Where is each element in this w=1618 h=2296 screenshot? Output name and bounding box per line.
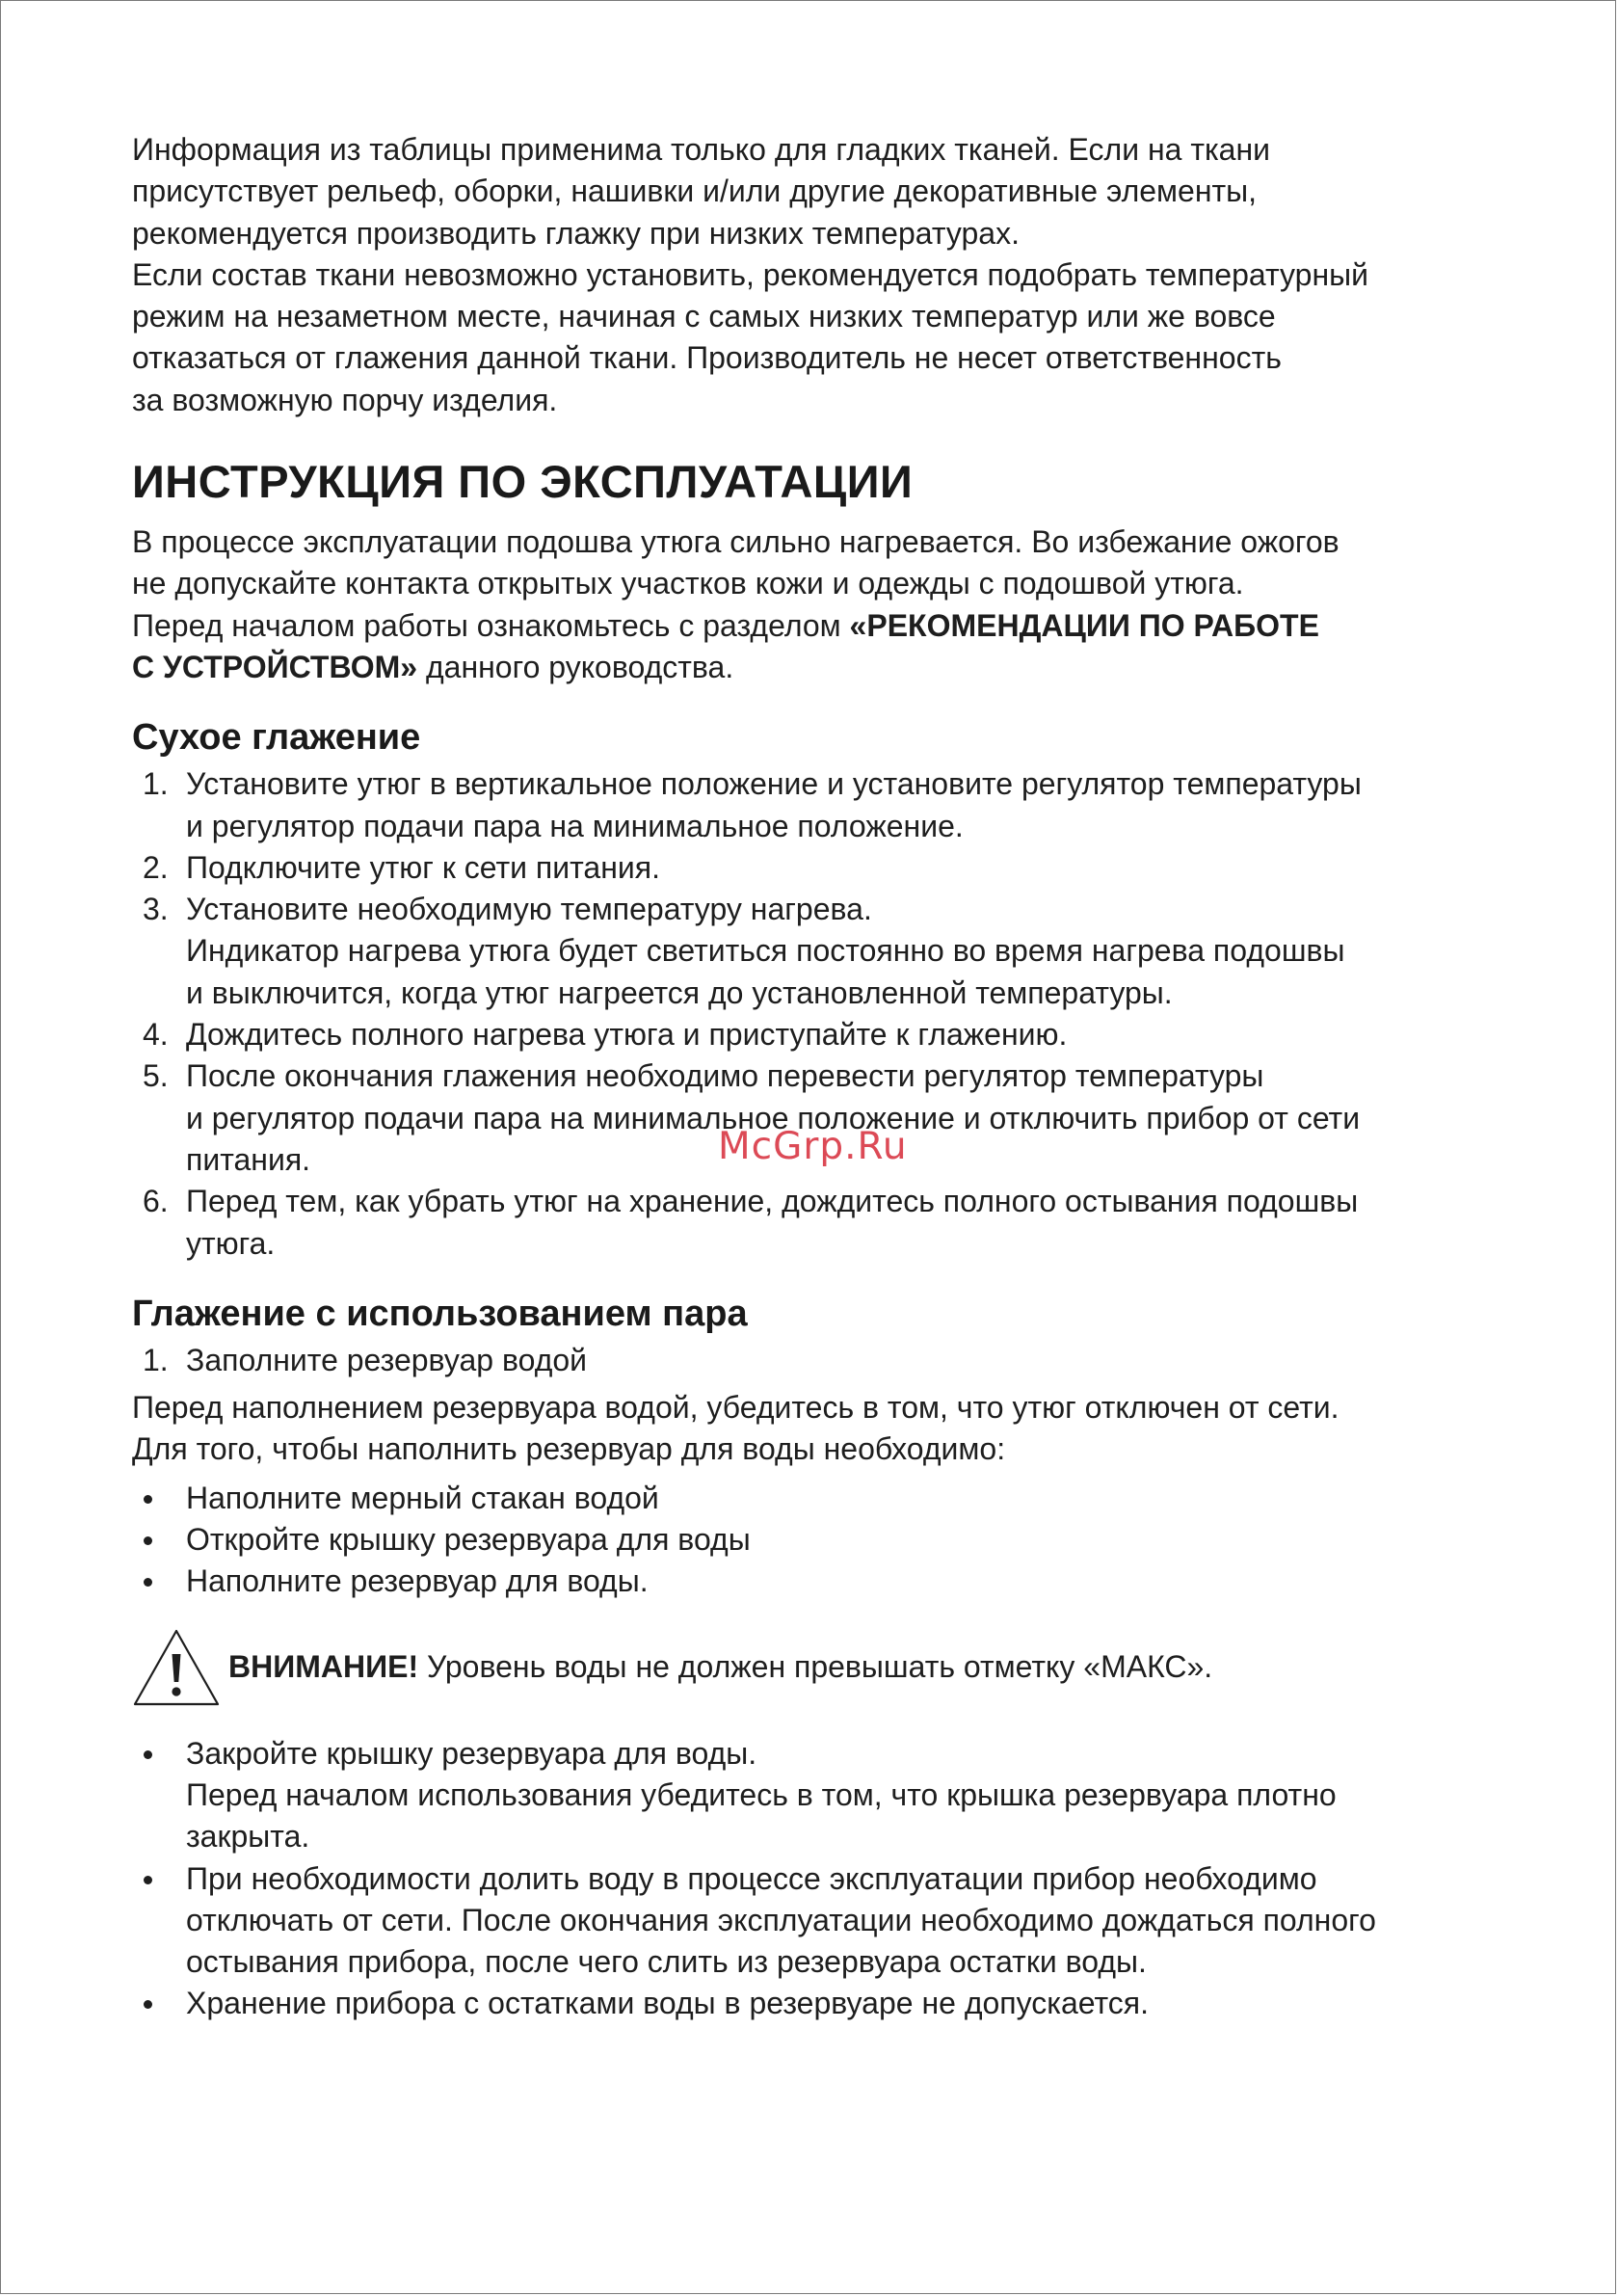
steam-ironing-steps	[132, 1340, 1481, 1381]
step-line: утюга.	[186, 1225, 276, 1261]
step-number: 3.	[143, 892, 169, 927]
list-item	[132, 1519, 1481, 1561]
list-item	[132, 1858, 1481, 1984]
step-line: и выключится, когда утюг нагреется до установленной температуры.	[186, 974, 1173, 1010]
watermark: McGrp.Ru	[718, 1125, 908, 1168]
instructions-line	[132, 647, 1481, 688]
warning-block	[132, 1628, 1481, 1707]
fill-instructions	[132, 1387, 1481, 1471]
intro-line: за возможную порчу изделия.	[132, 382, 558, 417]
instructions-text: Перед началом работы ознакомьтесь с разделом	[132, 607, 850, 643]
step-number: 1.	[143, 1342, 169, 1377]
intro-line: отказаться от глажения данной ткани. Производитель не несет ответственность	[132, 340, 1282, 376]
recommendations-reference: «РЕКОМЕНДАЦИИ ПО РАБОТЕ	[849, 607, 1319, 643]
list-item	[132, 1340, 1481, 1381]
bullet-icon	[144, 1578, 152, 1587]
step-line: Заполните резервуар водой	[186, 1342, 588, 1377]
step-line: и регулятор подачи пара на минимальное положение.	[186, 808, 964, 843]
step-line: Индикатор нагрева утюга будет светиться постоянно во время нагрева подошвы	[186, 933, 1345, 969]
instructions-line	[132, 605, 1481, 647]
step-line: После окончания глажения необходимо перевести регулятор температуры	[186, 1058, 1264, 1094]
bullet-text: Наполните резервуар для воды.	[186, 1563, 649, 1599]
bullet-icon	[144, 1495, 152, 1504]
intro-line: Информация из таблицы применима только для гладких тканей. Если на ткани	[132, 132, 1271, 167]
intro-paragraph	[132, 129, 1481, 421]
bullet-icon	[144, 2000, 152, 2009]
bullet-text: Откройте крышку резервуара для воды	[186, 1522, 751, 1558]
step-number: 4.	[143, 1017, 169, 1053]
instructions-line: В процессе эксплуатации подошва утюга сильно нагревается. Во избежание ожогов	[132, 524, 1339, 560]
bullet-icon	[144, 1536, 152, 1545]
list-item	[132, 1181, 1481, 1265]
document-content	[132, 129, 1481, 2025]
instructions-title: ИНСТРУКЦИЯ ПО ЭКСПЛУАТАЦИИ	[132, 456, 914, 508]
bullet-line: Перед началом использования убедитесь в том, что крышка резервуара плотно	[186, 1776, 1337, 1812]
bullet-line: закрыта.	[186, 1819, 310, 1855]
intro-line: рекомендуется производить глажку при низких температурах.	[132, 215, 1020, 251]
step-number: 5.	[143, 1058, 169, 1094]
intro-line: Если состав ткани невозможно установить, рекомендуется подобрать температурный	[132, 256, 1368, 292]
step-number: 6.	[143, 1184, 169, 1219]
warning-label: ВНИМАНИЕ!	[228, 1649, 419, 1685]
intro-line: режим на незаметном месте, начиная с самых низких температур или же вовсе	[132, 299, 1276, 334]
bullet-line: При необходимости долить воду в процессе эксплуатации прибор необходимо	[186, 1860, 1317, 1896]
step-line: питания.	[186, 1141, 311, 1177]
bullet-icon	[144, 1876, 152, 1884]
bullet-line: Закройте крышку резервуара для воды.	[186, 1735, 757, 1771]
step-number: 1.	[143, 766, 169, 802]
bullet-line: остывания прибора, после чего слить из резервуара остатки воды.	[186, 1944, 1147, 1980]
instructions-line: не допускайте контакта открытых участков кожи и одежды с подошвой утюга.	[132, 566, 1244, 601]
step-line: и регулятор подачи пара на минимальное положение и отключить прибор от сети	[186, 1100, 1361, 1135]
step-line: Подключите утюг к сети питания.	[186, 849, 660, 885]
step-number: 2.	[143, 849, 169, 885]
bullet-text: Наполните мерный стакан водой	[186, 1480, 659, 1515]
list-item	[132, 1014, 1481, 1055]
fill-line: Для того, чтобы наполнить резервуар для воды необходимо:	[132, 1431, 1006, 1467]
list-item	[132, 1561, 1481, 1602]
warning-text	[228, 1646, 1212, 1688]
list-item	[132, 1733, 1481, 1858]
step-line: Установите утюг в вертикальное положение и установите регулятор температуры	[186, 766, 1362, 802]
list-item	[132, 889, 1481, 1014]
bullet-icon	[144, 1750, 152, 1759]
list-item	[132, 1478, 1481, 1519]
list-item	[132, 1983, 1481, 2024]
dry-ironing-title: Сухое глажение	[132, 717, 421, 759]
step-line: Перед тем, как убрать утюг на хранение, дождитесь полного остывания подошвы	[186, 1184, 1359, 1219]
warning-triangle-icon	[132, 1628, 221, 1707]
fill-line: Перед наполнением резервуара водой, убедитесь в том, что утюг отключен от сети.	[132, 1390, 1339, 1426]
list-item	[132, 847, 1481, 889]
instructions-text: данного руководства.	[417, 649, 734, 684]
list-item	[132, 763, 1481, 847]
step-line: Установите необходимую температуру нагрева.	[186, 892, 872, 927]
warning-message: Уровень воды не должен превышать отметку «МАКС».	[418, 1649, 1213, 1685]
step-line: Дождитесь полного нагрева утюга и приступайте к глажению.	[186, 1017, 1068, 1053]
instructions-paragraph	[132, 521, 1481, 688]
intro-line: присутствует рельеф, оборки, нашивки и/или другие декоративные элементы,	[132, 174, 1258, 209]
recommendations-reference: С УСТРОЙСТВОМ»	[132, 649, 418, 684]
bullet-line: Хранение прибора с остатками воды в резервуаре не допускается.	[186, 1986, 1149, 2021]
after-fill-list	[132, 1733, 1481, 2025]
steam-ironing-title: Глажение с использованием пара	[132, 1293, 748, 1334]
bullet-line: отключать от сети. После окончания эксплуатации необходимо дождаться полного	[186, 1902, 1376, 1937]
fill-steps-list	[132, 1478, 1481, 1603]
dry-ironing-steps	[132, 763, 1481, 1265]
